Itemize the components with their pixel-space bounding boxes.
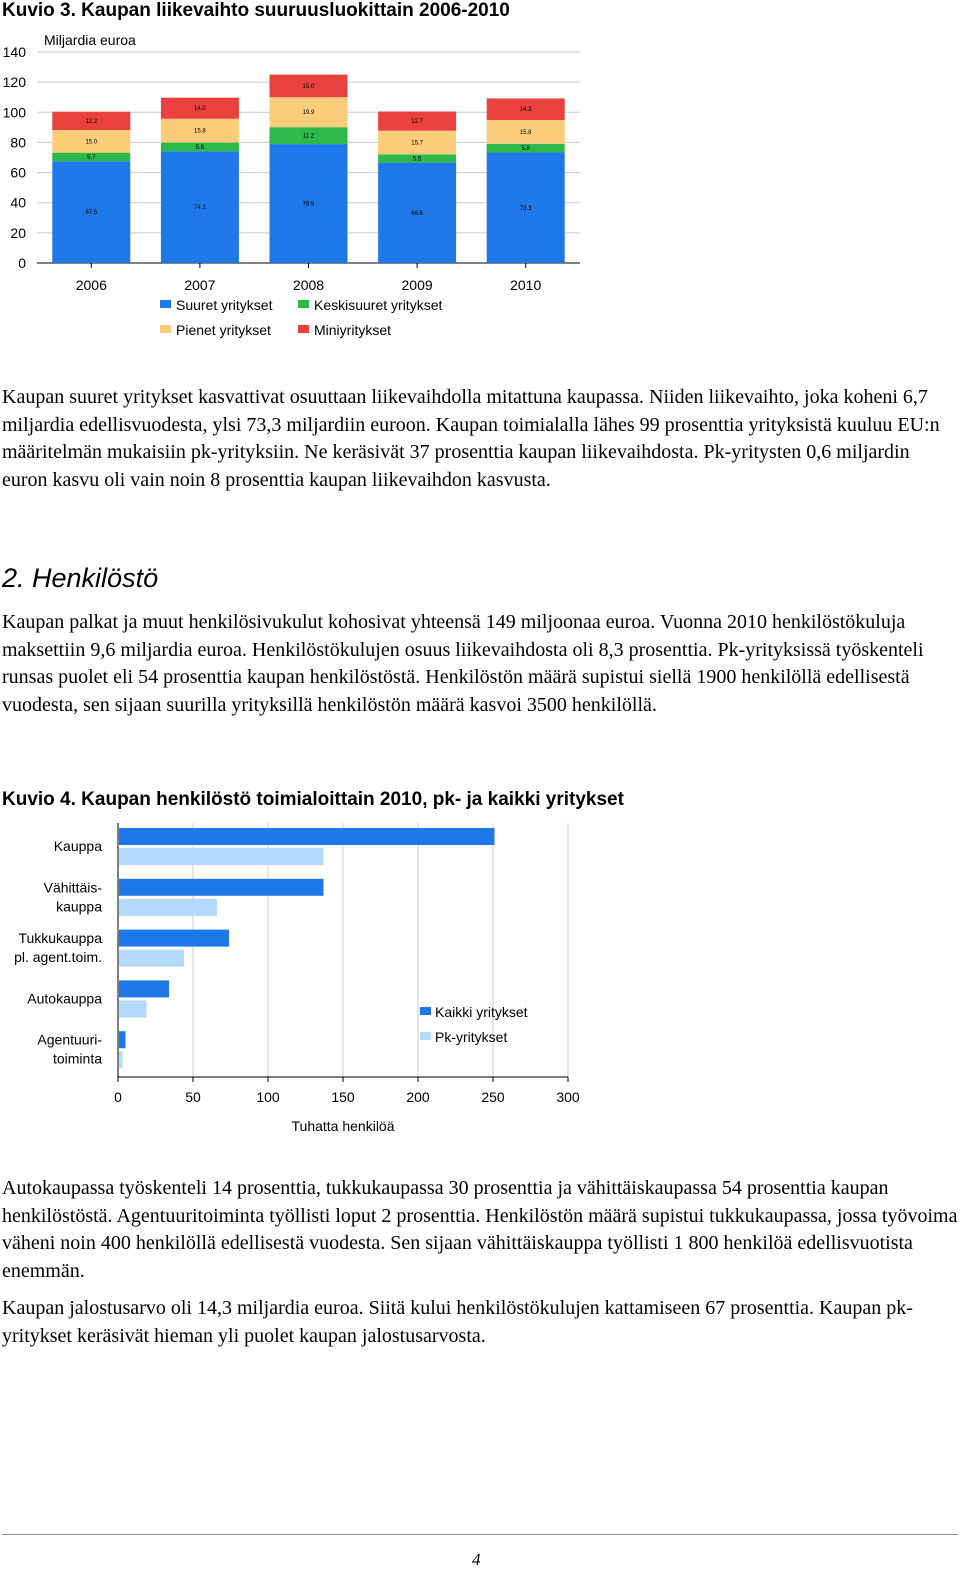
y-tick-label: 20 bbox=[10, 224, 26, 241]
x-tick-label: 50 bbox=[185, 1089, 201, 1105]
data-label: 66.6 bbox=[411, 210, 423, 217]
data-label: 78.9 bbox=[302, 201, 315, 208]
paragraph-3: Autokaupassa työskenteli 14 prosenttia, tukkukaupassa 30 prosenttia ja vähittäiskaupassa 54 prosenttia kaupan henkilöstöstä. Agentuuritoiminta työllisti loput 2 prosenttia. Henkilöstön määrä supistui tukkukaupassa, jossa työvoima väheni noin 400 henkilöllä edellisestä vuodesta. Sen sijaan vähittäiskauppa työllisti 1 800 henkilöä edellisvuotista enemmän. bbox=[2, 1177, 958, 1282]
data-label: 11.2 bbox=[302, 133, 315, 140]
page-number: 4 bbox=[472, 1550, 481, 1569]
bar bbox=[119, 1031, 126, 1048]
category-label: Agentuuri- bbox=[37, 1031, 102, 1048]
bar bbox=[119, 848, 324, 865]
bar bbox=[119, 899, 217, 916]
category-label: toiminta bbox=[52, 1050, 102, 1067]
category-label: pl. agent.toim. bbox=[14, 949, 102, 966]
data-label: 14.3 bbox=[519, 107, 532, 114]
category-label: Kauppa bbox=[53, 838, 102, 854]
x-tick-label: 0 bbox=[114, 1089, 122, 1105]
y-tick-label: 0 bbox=[18, 255, 26, 271]
x-tick-label: 300 bbox=[556, 1089, 580, 1105]
x-axis-label: Tuhatta henkilöä bbox=[291, 1118, 395, 1134]
data-label: 5.5 bbox=[412, 156, 422, 163]
category-label: Autokauppa bbox=[27, 990, 102, 1007]
figure4-title: Kuvio 4. Kaupan henkilöstö toimialoittain 2010, pk- ja kaikki yritykset bbox=[2, 789, 624, 810]
x-tick-label: 2010 bbox=[510, 277, 542, 293]
bar bbox=[119, 930, 229, 947]
legend-label: Miniyritykset bbox=[314, 322, 392, 338]
data-label: 12.7 bbox=[411, 119, 423, 126]
y-tick-label: 60 bbox=[10, 164, 26, 181]
legend-label: Keskisuuret yritykset bbox=[314, 297, 443, 313]
data-label: 15.0 bbox=[85, 139, 98, 146]
data-label: 5.8 bbox=[195, 144, 205, 151]
paragraph-4: Kaupan jalostusarvo oli 14,3 miljardia euroa. Siitä kului henkilöstökulujen kattamiseen 67 prosenttia. Kaupan pk-yritykset keräsivät hieman yli puolet kaupan jalostusarvosta. bbox=[2, 1297, 913, 1347]
y-tick-label: 80 bbox=[10, 134, 26, 151]
category-label: Vähittäis- bbox=[43, 879, 102, 896]
legend-label: Pienet yritykset bbox=[176, 322, 271, 338]
legend-swatch bbox=[160, 325, 171, 333]
x-tick-label: 250 bbox=[481, 1089, 505, 1105]
data-label: 15.8 bbox=[519, 129, 532, 136]
x-tick-label: 2008 bbox=[292, 277, 325, 293]
bar bbox=[119, 950, 184, 967]
figure4-chart bbox=[0, 815, 600, 1155]
x-tick-label: 150 bbox=[331, 1089, 355, 1105]
footer-divider bbox=[2, 1534, 958, 1535]
y-tick-label: 100 bbox=[2, 104, 26, 121]
data-label: 15.0 bbox=[302, 83, 315, 90]
x-tick-label: 200 bbox=[406, 1089, 430, 1105]
data-label: 19.9 bbox=[302, 110, 315, 117]
data-label: 5.8 bbox=[521, 146, 530, 153]
legend-swatch bbox=[420, 1007, 431, 1015]
section-heading-henkilosto: 2. Henkilöstö bbox=[2, 563, 159, 593]
x-tick-label: 100 bbox=[256, 1089, 280, 1105]
legend-label: Suuret yritykset bbox=[176, 297, 273, 313]
data-label: 67.5 bbox=[85, 210, 98, 217]
y-tick-label: 120 bbox=[2, 74, 26, 91]
data-label: 14.0 bbox=[194, 106, 206, 113]
bar bbox=[119, 879, 324, 896]
x-tick-label: 2009 bbox=[401, 277, 433, 293]
data-label: 73.3 bbox=[519, 205, 532, 212]
paragraph-1: Kaupan suuret yritykset kasvattivat osuuttaan liikevaihdolla mitattuna kaupassa. Niiden liikevaihto, joka koheni 6,7 miljardia edellisvuodesta, ylsi 73,3 miljardiin euroon. Kaupan toimialalla lähes 99 prosenttia yrityksistä kuuluu EU:n määritelmän mukaisiin pk-yrityksiin. Ne keräsivät 37 prosenttia kaupan liikevaihdosta. Pk-yritysten 0,6 miljardin euron kasvu oli vain noin 8 prosenttia kaupan liikevaihdon kasvusta. bbox=[2, 386, 940, 491]
x-tick-label: 2006 bbox=[75, 277, 107, 293]
legend-swatch bbox=[298, 300, 309, 308]
data-label: 15.8 bbox=[194, 128, 206, 135]
data-label: 12.2 bbox=[85, 118, 98, 125]
paragraph-2: Kaupan palkat ja muut henkilösivukulut kohosivat yhteensä 149 miljoonaa euroa. Vuonna 2010 henkilöstökuluja maksettiin 9,6 miljardia euroa. Henkilöstökulujen osuus liikevaihdosta oli 8,3 prosenttia. Pk-yrityksissä työskenteli runsas puolet eli 54 prosenttia kaupan henkilöstöstä. Henkilöstön määrä supistui siellä 1900 henkilöllä edellisestä vuodesta, sen sijaan suurilla yrityksillä henkilöstön määrä kasvoi 3500 henkilöllä. bbox=[2, 611, 924, 716]
data-label: 5.7 bbox=[87, 154, 96, 161]
bar bbox=[119, 828, 495, 845]
y-axis-label: Miljardia euroa bbox=[44, 32, 136, 48]
bar bbox=[119, 1000, 147, 1017]
category-label: Tukkukauppa bbox=[18, 930, 102, 947]
category-label: kauppa bbox=[56, 898, 102, 915]
legend-label: Pk-yritykset bbox=[435, 1029, 508, 1045]
bar bbox=[119, 980, 169, 997]
legend-label: Kaikki yritykset bbox=[435, 1004, 528, 1020]
y-tick-label: 140 bbox=[2, 44, 26, 60]
legend-swatch bbox=[420, 1032, 431, 1040]
x-tick-label: 2007 bbox=[184, 277, 216, 293]
figure3-chart bbox=[0, 26, 600, 356]
bar bbox=[119, 1051, 123, 1068]
data-label: 15.7 bbox=[411, 140, 423, 147]
legend-swatch bbox=[298, 325, 309, 333]
y-tick-label: 40 bbox=[10, 194, 26, 211]
data-label: 74.1 bbox=[194, 205, 206, 212]
figure3-title: Kuvio 3. Kaupan liikevaihto suuruusluokittain 2006-2010 bbox=[2, 0, 510, 21]
legend-swatch bbox=[160, 300, 171, 308]
